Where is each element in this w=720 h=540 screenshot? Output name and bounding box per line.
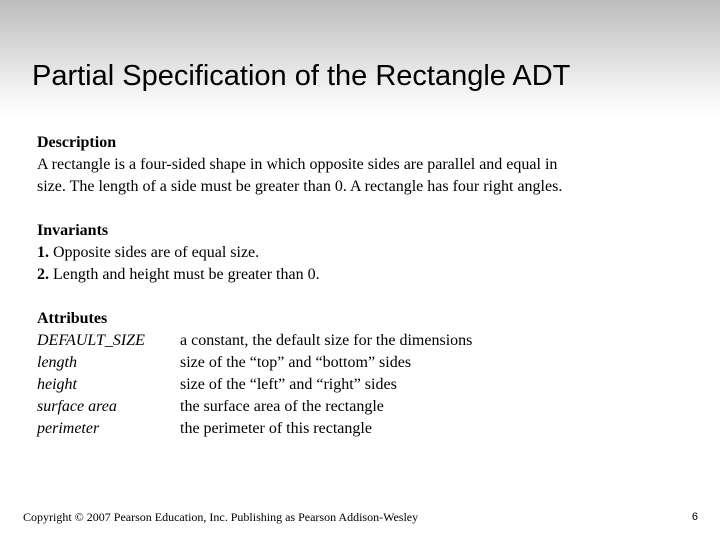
- attribute-name: perimeter: [37, 420, 100, 437]
- slide-title: Partial Specification of the Rectangle ADT: [32, 60, 571, 92]
- invariants-heading: Invariants: [37, 222, 109, 239]
- attribute-name: length: [37, 354, 77, 371]
- attributes-heading: Attributes: [37, 310, 108, 327]
- attribute-name: DEFAULT_SIZE: [37, 332, 145, 349]
- attribute-description: size of the “left” and “right” sides: [180, 376, 397, 393]
- attribute-row: [37, 396, 472, 418]
- invariant-number: 1.: [37, 244, 49, 261]
- attribute-description: size of the “top” and “bottom” sides: [180, 354, 412, 371]
- attribute-description: a constant, the default size for the dimensions: [180, 332, 473, 349]
- description-line: A rectangle is a four-sided shape in which opposite sides are parallel and equal in: [37, 156, 558, 173]
- attribute-description: the perimeter of this rectangle: [180, 420, 372, 437]
- invariants-section: [37, 220, 697, 286]
- description-line: size. The length of a side must be greater than 0. A rectangle has four right angles.: [37, 178, 563, 195]
- attribute-name: height: [37, 376, 77, 393]
- attributes-table: [37, 330, 472, 440]
- invariant-text: Opposite sides are of equal size.: [49, 244, 260, 261]
- invariant-number: 2.: [37, 266, 49, 283]
- attribute-name: surface area: [37, 398, 117, 415]
- invariant-text: Length and height must be greater than 0.: [49, 266, 320, 283]
- slide-content: [37, 132, 697, 440]
- copyright-notice: Copyright © 2007 Pearson Education, Inc. Publishing as Pearson Addison-Wesley: [23, 510, 419, 524]
- attributes-section: [37, 308, 697, 440]
- attribute-row: [37, 418, 472, 440]
- attribute-row: [37, 352, 472, 374]
- attribute-row: [37, 374, 472, 396]
- attribute-row: [37, 330, 472, 352]
- description-heading: Description: [37, 134, 117, 151]
- attribute-description: the surface area of the rectangle: [180, 398, 384, 415]
- page-number: 6: [691, 511, 698, 523]
- invariant-item: [37, 264, 697, 286]
- invariant-item: [37, 242, 697, 264]
- description-section: [37, 132, 697, 198]
